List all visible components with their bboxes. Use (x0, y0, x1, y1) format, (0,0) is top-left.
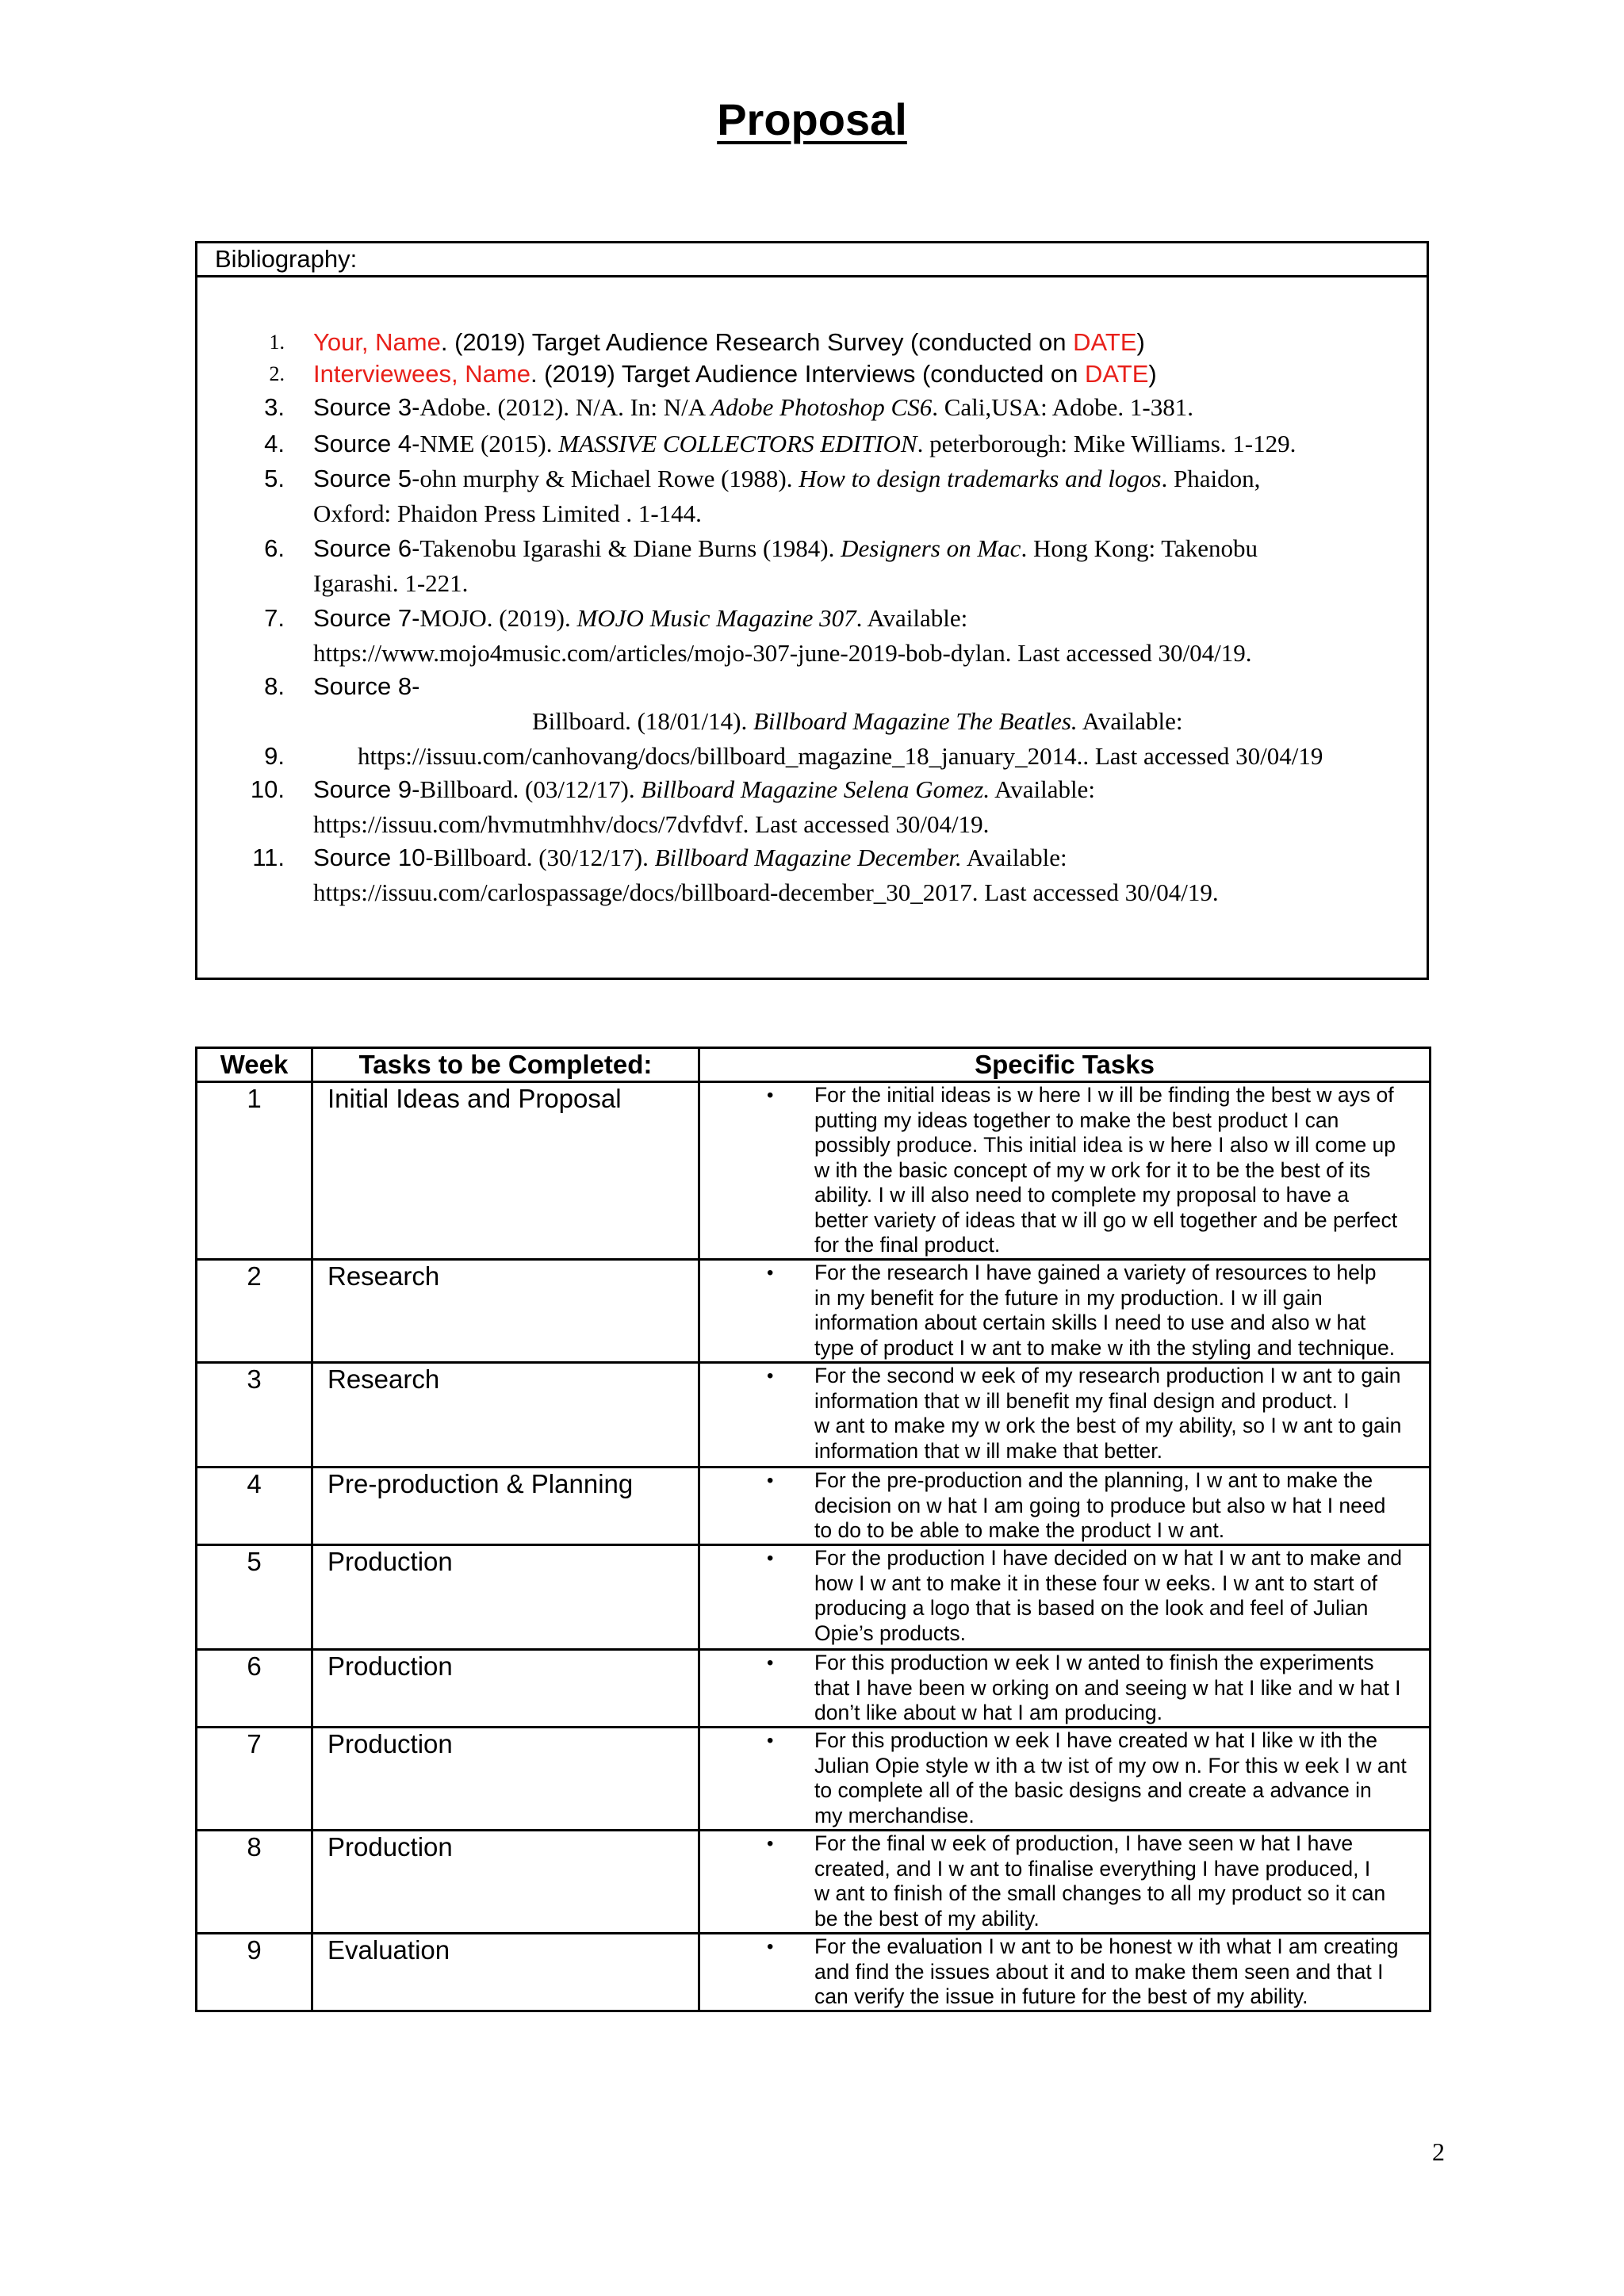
specific-task-line: type of product I w ant to make w ith the styling and technique. (814, 1335, 1396, 1360)
week-number: 9 (197, 1934, 312, 2011)
specific-task-line: in my benefit for the future in my production. I w ill gain (814, 1285, 1323, 1310)
task-name: Production (312, 1728, 699, 1831)
entry-number: 4. (264, 430, 285, 457)
specific-task-line: better variety of ideas that w ill go w ell together and be perfect (814, 1207, 1398, 1232)
specific-task-line: For the evaluation I w ant to be honest w ith what I am creating (814, 1934, 1399, 1958)
specific-task (699, 1831, 1431, 1934)
tasks-header: Tasks to be Completed: (312, 1048, 699, 1082)
source-label: Source 3- (313, 393, 420, 421)
specific-task-line: w ant to finish of the small changes to all my product so it can (814, 1881, 1386, 1905)
entry-line (532, 704, 1183, 744)
publication-title: Adobe Photoshop CS6 (710, 393, 933, 421)
publication-title: How to design trademarks and logos (799, 465, 1162, 492)
entry-line (313, 601, 967, 641)
specific-task-line: how I w ant to make it in these four w eeks. I w ant to start of (814, 1571, 1377, 1595)
specific-task (699, 1363, 1431, 1468)
citation-text: ) (1148, 360, 1157, 388)
entry-number: 11. (252, 844, 285, 871)
specific-task (699, 1728, 1431, 1831)
entry-number: 10. (250, 775, 285, 803)
citation-text: Takenobu Igarashi & Diane Burns (1984). (419, 534, 841, 562)
page-number: 2 (1432, 2137, 1445, 2166)
publication-title: MOJO Music Magazine 307 (576, 604, 856, 632)
bullet-icon: • (767, 1548, 774, 1569)
publication-title: Designers on Mac (841, 534, 1021, 562)
specific-task-line: created, and I w ant to finalise everything I have produced, I (814, 1856, 1371, 1881)
citation-text: . Hong Kong: Takenobu (1021, 534, 1258, 562)
placeholder-text: Your, Name (313, 328, 441, 356)
specific-task (699, 1545, 1431, 1650)
specific-task-line: can verify the issue in future for the best of my ability. (814, 1984, 1308, 2008)
task-name: Initial Ideas and Proposal (312, 1082, 699, 1260)
schedule-row (197, 1728, 1431, 1831)
specific-task (699, 1260, 1431, 1363)
publication-title: Billboard Magazine The Beatles. (753, 707, 1078, 735)
entry-line (313, 875, 1219, 915)
citation-text: . peterborough: Mike Williams. 1-129. (917, 430, 1297, 457)
specific-task-line: information that w ill benefit my final design and product. I (814, 1388, 1350, 1413)
specific-task (699, 1468, 1431, 1545)
entry-line (313, 427, 1296, 466)
citation-text: Available: (990, 775, 1095, 803)
entry-line (313, 840, 1067, 880)
placeholder-text: DATE (1085, 360, 1149, 388)
specific-task-line: For this production w eek I have created w hat I like w ith the (814, 1728, 1377, 1752)
week-number: 6 (197, 1650, 312, 1728)
publication-title: Billboard Magazine December. (654, 844, 962, 871)
citation-text: Billboard. (18/01/14). (532, 707, 753, 735)
entry-number: 1. (269, 331, 285, 354)
schedule-row (197, 1934, 1431, 2011)
schedule-row (197, 1468, 1431, 1545)
specific-task-line: putting my ideas together to make the best product I can (814, 1108, 1339, 1132)
specific-task-line: and find the issues about it and to make them seen and that I (814, 1959, 1384, 1984)
specific-task-line: For the research I have gained a variety of resources to help (814, 1261, 1377, 1284)
week-number: 2 (197, 1260, 312, 1363)
citation-text: https://www.mojo4music.com/articles/mojo-307-june-2019-bob-dylan. Last accessed 30/04/19. (313, 639, 1252, 667)
citation-text: ohn murphy & Michael Rowe (1988). (419, 465, 799, 492)
specific-task-line: possibly produce. This initial idea is w here I also w ill come up (814, 1133, 1396, 1157)
entry-line (313, 636, 1252, 675)
specific-task-line: For the second w eek of my research production I w ant to gain (814, 1364, 1401, 1387)
citation-text: Billboard. (03/12/17). (419, 775, 642, 803)
task-name: Pre-production & Planning (312, 1468, 699, 1545)
citation-text: https://issuu.com/carlospassage/docs/billboard-december_30_2017. Last accessed 30/04/19. (313, 878, 1219, 906)
schedule-row (197, 1650, 1431, 1728)
specific-task-line: don’t like about w hat I am producing. (814, 1701, 1162, 1724)
bullet-icon: • (767, 1936, 774, 1957)
specific-task-line: For the initial ideas is w here I w ill be finding the best w ays of (814, 1083, 1394, 1107)
week-header: Week (197, 1048, 312, 1082)
bullet-icon: • (767, 1085, 774, 1106)
schedule-table (195, 1047, 1431, 2012)
task-name: Research (312, 1260, 699, 1363)
task-name: Production (312, 1545, 699, 1650)
entry-line (313, 566, 468, 606)
citation-text: . Cali,USA: Adobe. 1-381. (932, 393, 1194, 421)
citation-text: MOJO. (2019). (419, 604, 577, 632)
schedule-row (197, 1363, 1431, 1468)
entry-number: 9. (264, 742, 285, 770)
schedule-header-row (197, 1048, 1431, 1082)
task-name: Production (312, 1650, 699, 1728)
specific-task-line: information about certain skills I need to use and also w hat (814, 1311, 1366, 1334)
bullet-icon: • (767, 1470, 774, 1491)
bibliography-box (195, 241, 1429, 980)
specific-task-line: For this production w eek I w anted to finish the experiments (814, 1651, 1374, 1674)
citation-text: https://issuu.com/hvmutmhhv/docs/7dvfdvf. Last accessed 30/04/19. (313, 810, 990, 838)
bullet-icon: • (767, 1833, 774, 1854)
publication-title: MASSIVE COLLECTORS EDITION (558, 430, 917, 457)
specific-task-line: that I have been w orking on and seeing w hat I like and w hat I (814, 1675, 1401, 1700)
task-name: Production (312, 1831, 699, 1934)
schedule-row (197, 1082, 1431, 1260)
specific-task-line: For the pre-production and the planning, I w ant to make the (814, 1468, 1373, 1492)
source-label: Source 8- (313, 672, 420, 700)
citation-text: . Phaidon, (1161, 465, 1261, 492)
entry-number: 8. (264, 672, 285, 700)
entry-line (313, 461, 1260, 501)
specific-task-line: to complete all of the basic designs and create a advance in (814, 1778, 1372, 1802)
specific-task-line: Julian Opie style w ith a tw ist of my ow n. For this w eek I w ant (814, 1753, 1407, 1777)
entry-line (313, 531, 1258, 571)
entry-number: 5. (264, 465, 285, 492)
specific-task-line: For the final w eek of production, I have seen w hat I have (814, 1831, 1354, 1855)
schedule-row (197, 1831, 1431, 1934)
bullet-icon: • (767, 1365, 774, 1387)
entry-number: 6. (264, 534, 285, 562)
citation-text: Billboard. (30/12/17). (433, 844, 655, 871)
schedule-row (197, 1545, 1431, 1650)
task-name: Research (312, 1363, 699, 1468)
specific-task (699, 1082, 1431, 1260)
citation-text: . (2019) Target Audience Interviews (conducted on (530, 360, 1086, 388)
entry-line (313, 669, 419, 709)
entry-line (313, 390, 1193, 430)
citation-text: . (2019) Target Audience Research Survey (conducted on (440, 328, 1074, 356)
specific-task-line: decision on w hat I am going to produce but also w hat I need (814, 1493, 1386, 1517)
source-label: Source 7- (313, 604, 420, 632)
week-number: 8 (197, 1831, 312, 1934)
week-number: 3 (197, 1363, 312, 1468)
placeholder-text: Interviewees, Name (313, 360, 530, 388)
bibliography-header: Bibliography: (197, 243, 1427, 277)
citation-text: https://issuu.com/canhovang/docs/billboard_magazine_18_january_2014.. Last accessed 30/04/19 (358, 742, 1323, 770)
specific-tasks-header: Specific Tasks (699, 1048, 1431, 1082)
specific-task-line: information that w ill make that better. (814, 1438, 1162, 1463)
citation-text: Available: (961, 844, 1067, 871)
citation-text: Available: (1077, 707, 1183, 735)
week-number: 4 (197, 1468, 312, 1545)
week-number: 5 (197, 1545, 312, 1650)
source-label: Source 5- (313, 465, 420, 492)
citation-text: NME (2015). (419, 430, 559, 457)
task-name: Evaluation (312, 1934, 699, 2011)
specific-task-line: Opie’s products. (814, 1621, 966, 1645)
specific-task (699, 1650, 1431, 1728)
citation-text: Adobe. (2012). N/A. In: N/A (419, 393, 711, 421)
specific-task-line: For the production I have decided on w hat I w ant to make and (814, 1546, 1402, 1570)
specific-task-line: for the final product. (814, 1233, 1001, 1257)
source-label: Source 4- (313, 430, 420, 457)
specific-task-line: be the best of my ability. (814, 1906, 1040, 1931)
source-label: Source 6- (313, 534, 420, 562)
specific-task (699, 1934, 1431, 2011)
specific-task-line: to do to be able to make the product I w ant. (814, 1518, 1225, 1542)
specific-task-line: ability. I w ill also need to complete my proposal to have a (814, 1183, 1350, 1207)
citation-text: ) (1136, 328, 1145, 356)
entry-number: 7. (264, 604, 285, 632)
source-label: Source 9- (313, 775, 420, 803)
citation-text: Igarashi. 1-221. (313, 569, 469, 597)
specific-task-line: w ith the basic concept of my w ork for it to be the best of its (814, 1158, 1371, 1182)
source-label: Source 10- (313, 844, 434, 871)
entry-number: 2. (269, 362, 285, 385)
specific-task-line: my merchandise. (814, 1803, 975, 1827)
schedule-row (197, 1260, 1431, 1363)
specific-task-line: producing a logo that is based on the look and feel of Julian (814, 1596, 1369, 1620)
page-title: Proposal (717, 94, 907, 144)
week-number: 1 (197, 1082, 312, 1260)
citation-text: . Available: (856, 604, 968, 632)
citation-text: Oxford: Phaidon Press Limited . 1-144. (313, 499, 702, 527)
bullet-icon: • (767, 1730, 774, 1751)
entry-line (313, 772, 1095, 812)
entry-number: 3. (264, 393, 285, 421)
bullet-icon: • (767, 1262, 774, 1284)
specific-task-line: w ant to make my w ork the best of my ability, so I w ant to gain (814, 1414, 1402, 1437)
entry-line (313, 496, 702, 536)
bullet-icon: • (767, 1652, 774, 1674)
week-number: 7 (197, 1728, 312, 1831)
placeholder-text: DATE (1073, 328, 1137, 356)
publication-title: Billboard Magazine Selena Gomez. (641, 775, 990, 803)
